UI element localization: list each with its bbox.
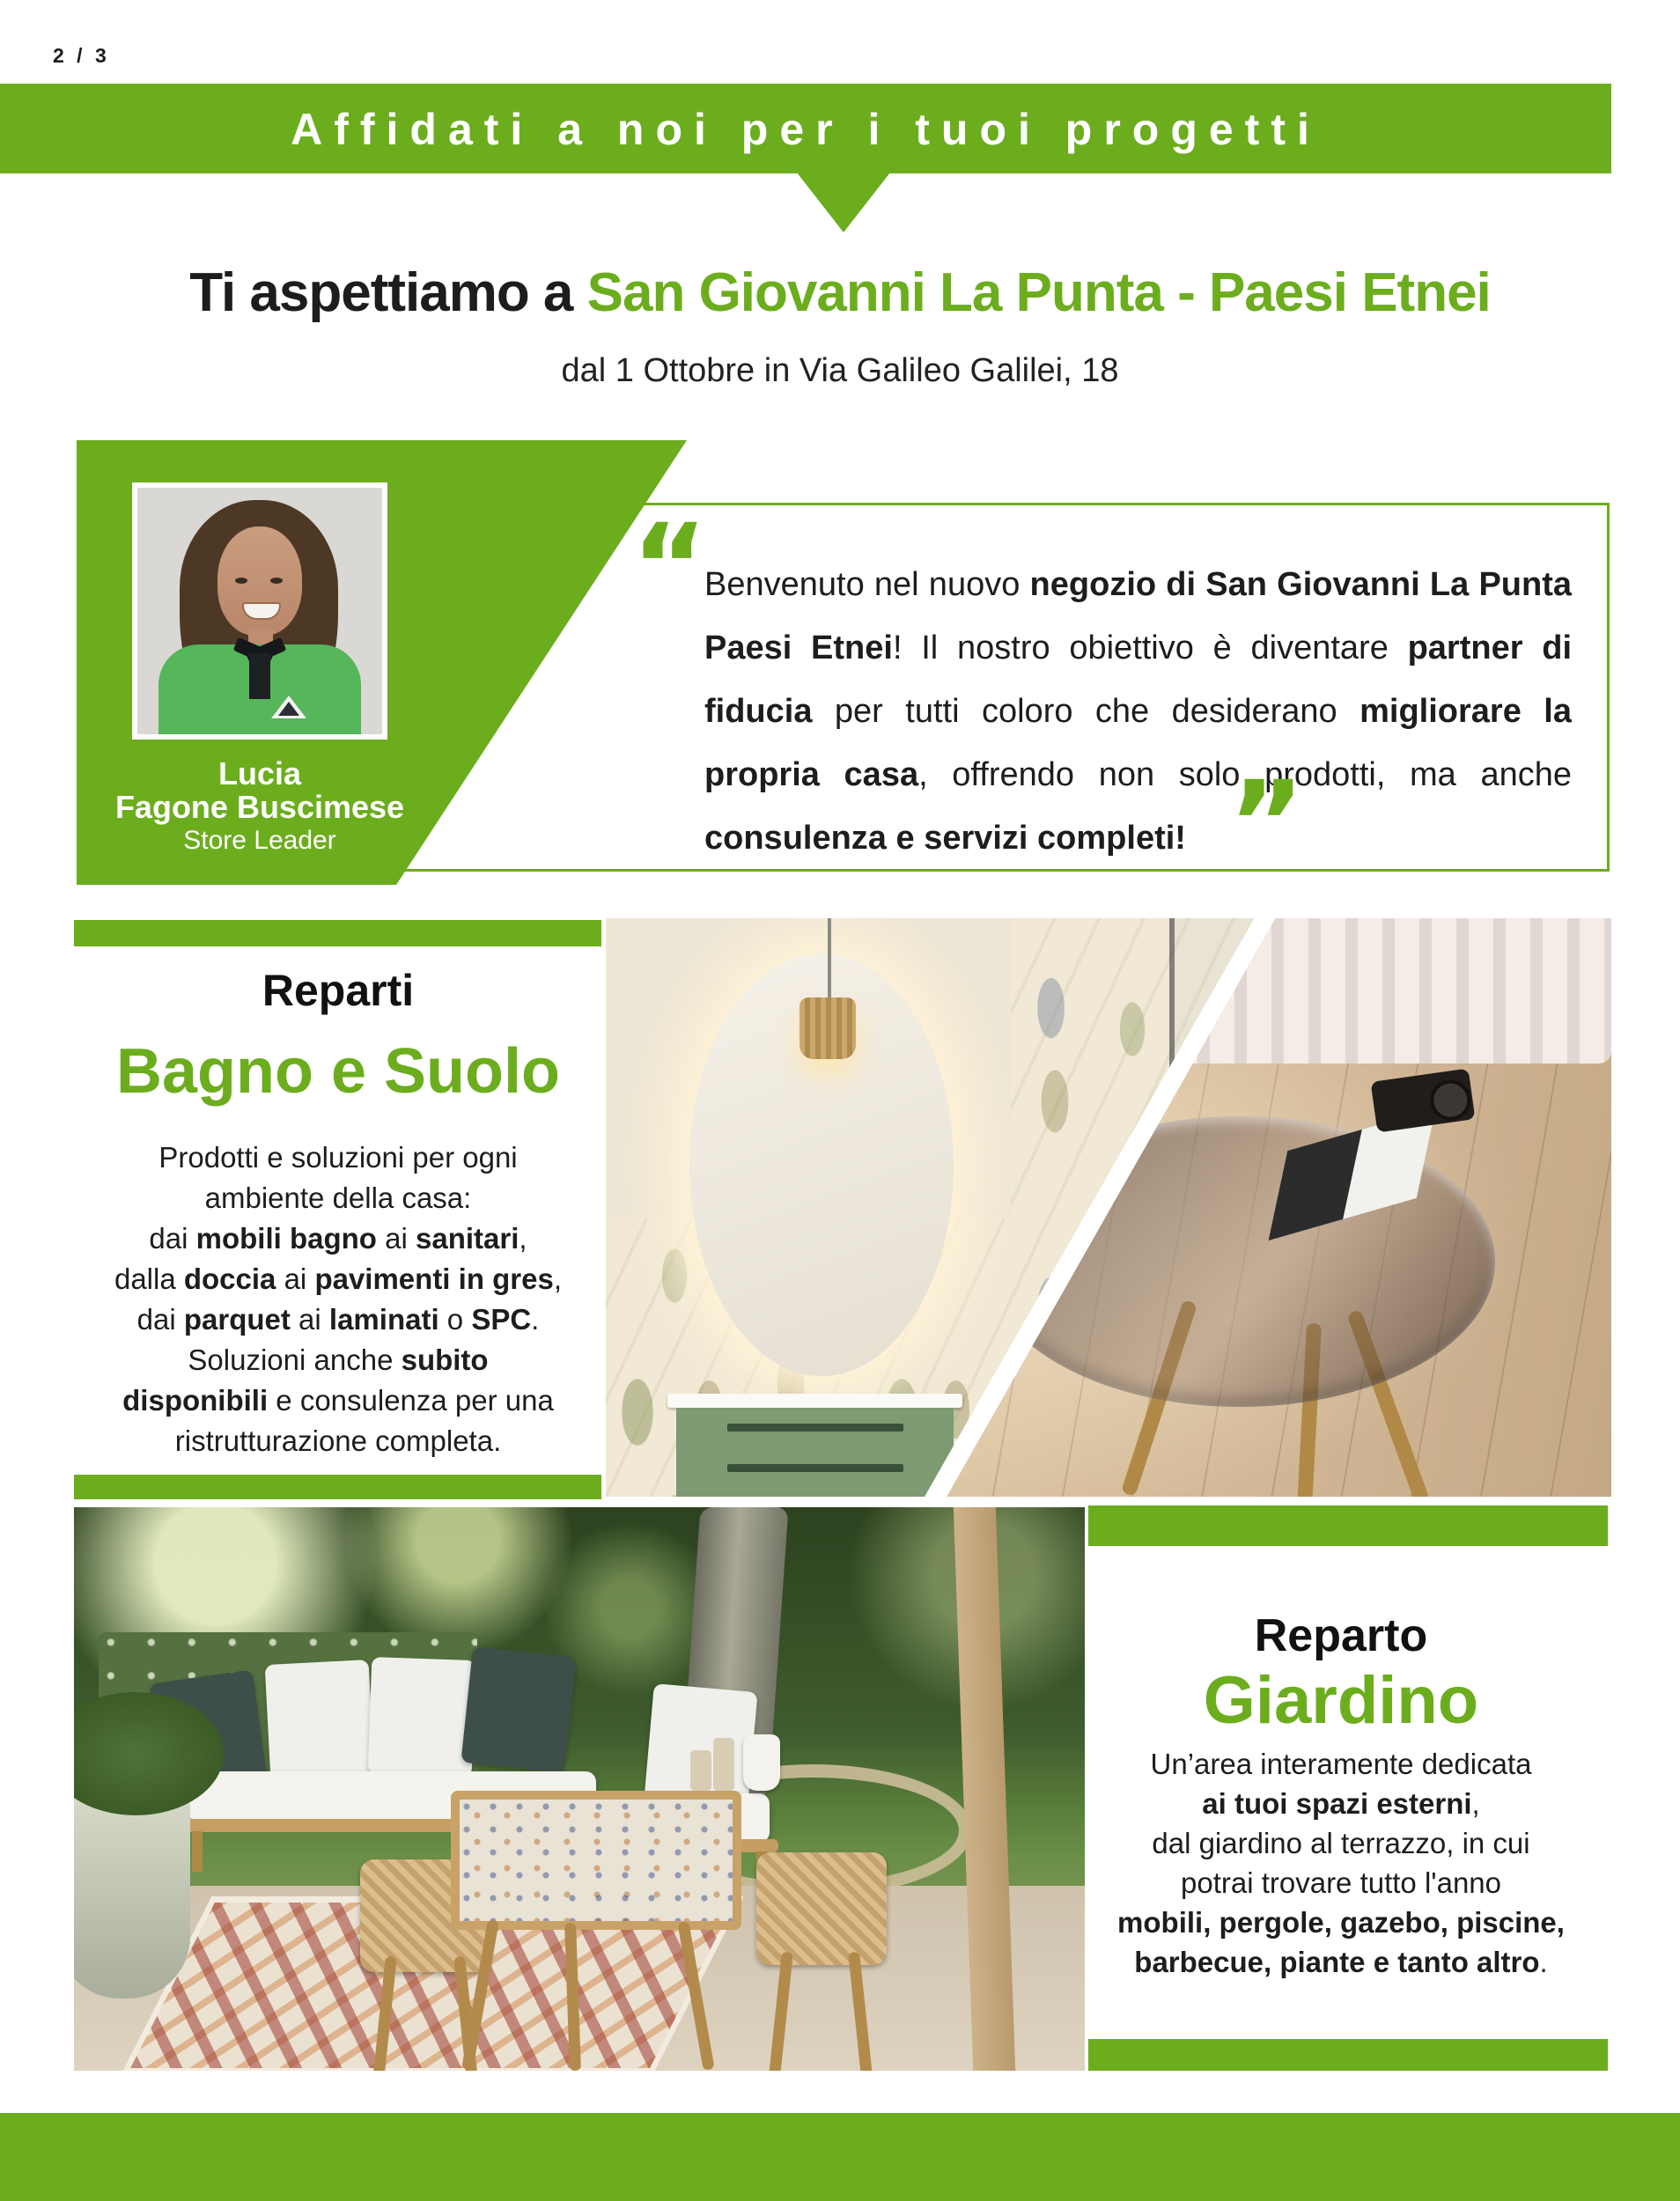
reparti-text-line: disponibili e consulenza per una [122, 1384, 554, 1417]
store-leader-photo [132, 482, 387, 740]
quote-line: Benvenuto nel nuovo negozio di San Giovanni La Punta [704, 566, 1572, 603]
portrait-face [217, 526, 302, 636]
giardino-kicker: Reparto [1254, 1610, 1428, 1661]
close-quote-icon: ” [1228, 756, 1305, 892]
quote-line: propria casa, offrendo non solo prodotti, ma anche [704, 756, 1572, 793]
candle [713, 1738, 734, 1791]
reparti-title: Bagno e Suolo [116, 1036, 560, 1107]
quote-line: Paesi Etnei! Il nostro obiettivo è diventare partner di [704, 629, 1572, 666]
white-jug [743, 1734, 780, 1791]
headline-black: Ti aspettiamo a [189, 262, 587, 323]
quote-line: consulenza e servizi completi! [704, 820, 1186, 857]
leader-quote-text [704, 553, 1572, 870]
green-bar-top-right [1088, 1505, 1608, 1546]
top-banner [0, 84, 1611, 173]
giardino-text-line: ai tuoi spazi esterni, [1202, 1787, 1480, 1820]
wicker-stool [756, 1852, 887, 1965]
plant-pot [74, 1787, 190, 1999]
rattan-pendant-lamp [799, 997, 856, 1059]
store-leader-role: Store Leader [183, 826, 336, 855]
giardino-text-line: dal giardino al terrazzo, in cui [1152, 1827, 1530, 1859]
subheadline: dal 1 Ottobre in Via Galileo Galilei, 18 [561, 352, 1119, 389]
reparti-text-line: dalla doccia ai pavimenti in gres, [114, 1262, 563, 1295]
store-leader-portrait [137, 488, 382, 734]
reparti-text-line: Soluzioni anche subito [188, 1343, 489, 1376]
giardino-text-line: mobili, pergole, gazebo, piscine, [1117, 1906, 1565, 1939]
reparti-text-line: ambiente della casa: [204, 1181, 472, 1214]
reparti-kicker: Reparti [262, 966, 415, 1015]
store-leader-last-name: Fagone Buscimese [114, 789, 405, 825]
reparti-text-line: dai mobili bagno ai sanitari, [149, 1222, 527, 1255]
banner-pointer-triangle [797, 173, 890, 232]
headline-green: San Giovanni La Punta - Paesi Etnei [586, 262, 1491, 323]
portrait-green-polo [158, 644, 361, 734]
giardino-title: Giardino [1203, 1663, 1479, 1738]
bathroom-and-floor-photo [606, 918, 1611, 1497]
main-headline [0, 257, 1680, 329]
giardino-description [1071, 1744, 1611, 1982]
store-leader-first-name: Lucia [217, 755, 302, 791]
camera [1371, 1068, 1476, 1132]
open-quote-icon: “ [631, 499, 708, 635]
portrait-eye [235, 578, 247, 584]
brand-triangle-logo-icon [271, 696, 306, 718]
footer-green-band [0, 2113, 1680, 2201]
reparti-text-line: Prodotti e soluzioni per ogni [158, 1141, 518, 1174]
tiled-bar-table [451, 1791, 741, 1930]
green-bar-bottom-left [74, 1475, 601, 1499]
store-leader-name [97, 757, 423, 824]
green-vanity-cabinet [676, 1394, 954, 1497]
portrait-eye [270, 578, 283, 584]
giardino-text-line: Un’area interamente dedicata [1150, 1748, 1532, 1780]
banner-title: Affidati a noi per i tuoi progetti [291, 105, 1321, 154]
garden-furniture-photo [74, 1507, 1085, 2071]
polo-placket [249, 653, 270, 699]
reparti-description [39, 1137, 637, 1461]
portrait-smile [242, 602, 281, 620]
green-bar-bottom-right [1088, 2039, 1608, 2071]
candle [690, 1750, 711, 1791]
green-bar-top-left [74, 920, 601, 946]
page-number: 2 / 3 [53, 44, 110, 67]
reparti-text-line: ristrutturazione completa. [174, 1424, 502, 1457]
giardino-text-line: barbecue, piante e tanto altro. [1134, 1946, 1548, 1978]
quote-line: fiducia per tutti coloro che desiderano migliorare la [704, 693, 1572, 730]
reparti-text-line: dai parquet ai laminati o SPC. [136, 1303, 540, 1336]
giardino-text-line: potrai trovare tutto l'anno [1180, 1866, 1501, 1899]
